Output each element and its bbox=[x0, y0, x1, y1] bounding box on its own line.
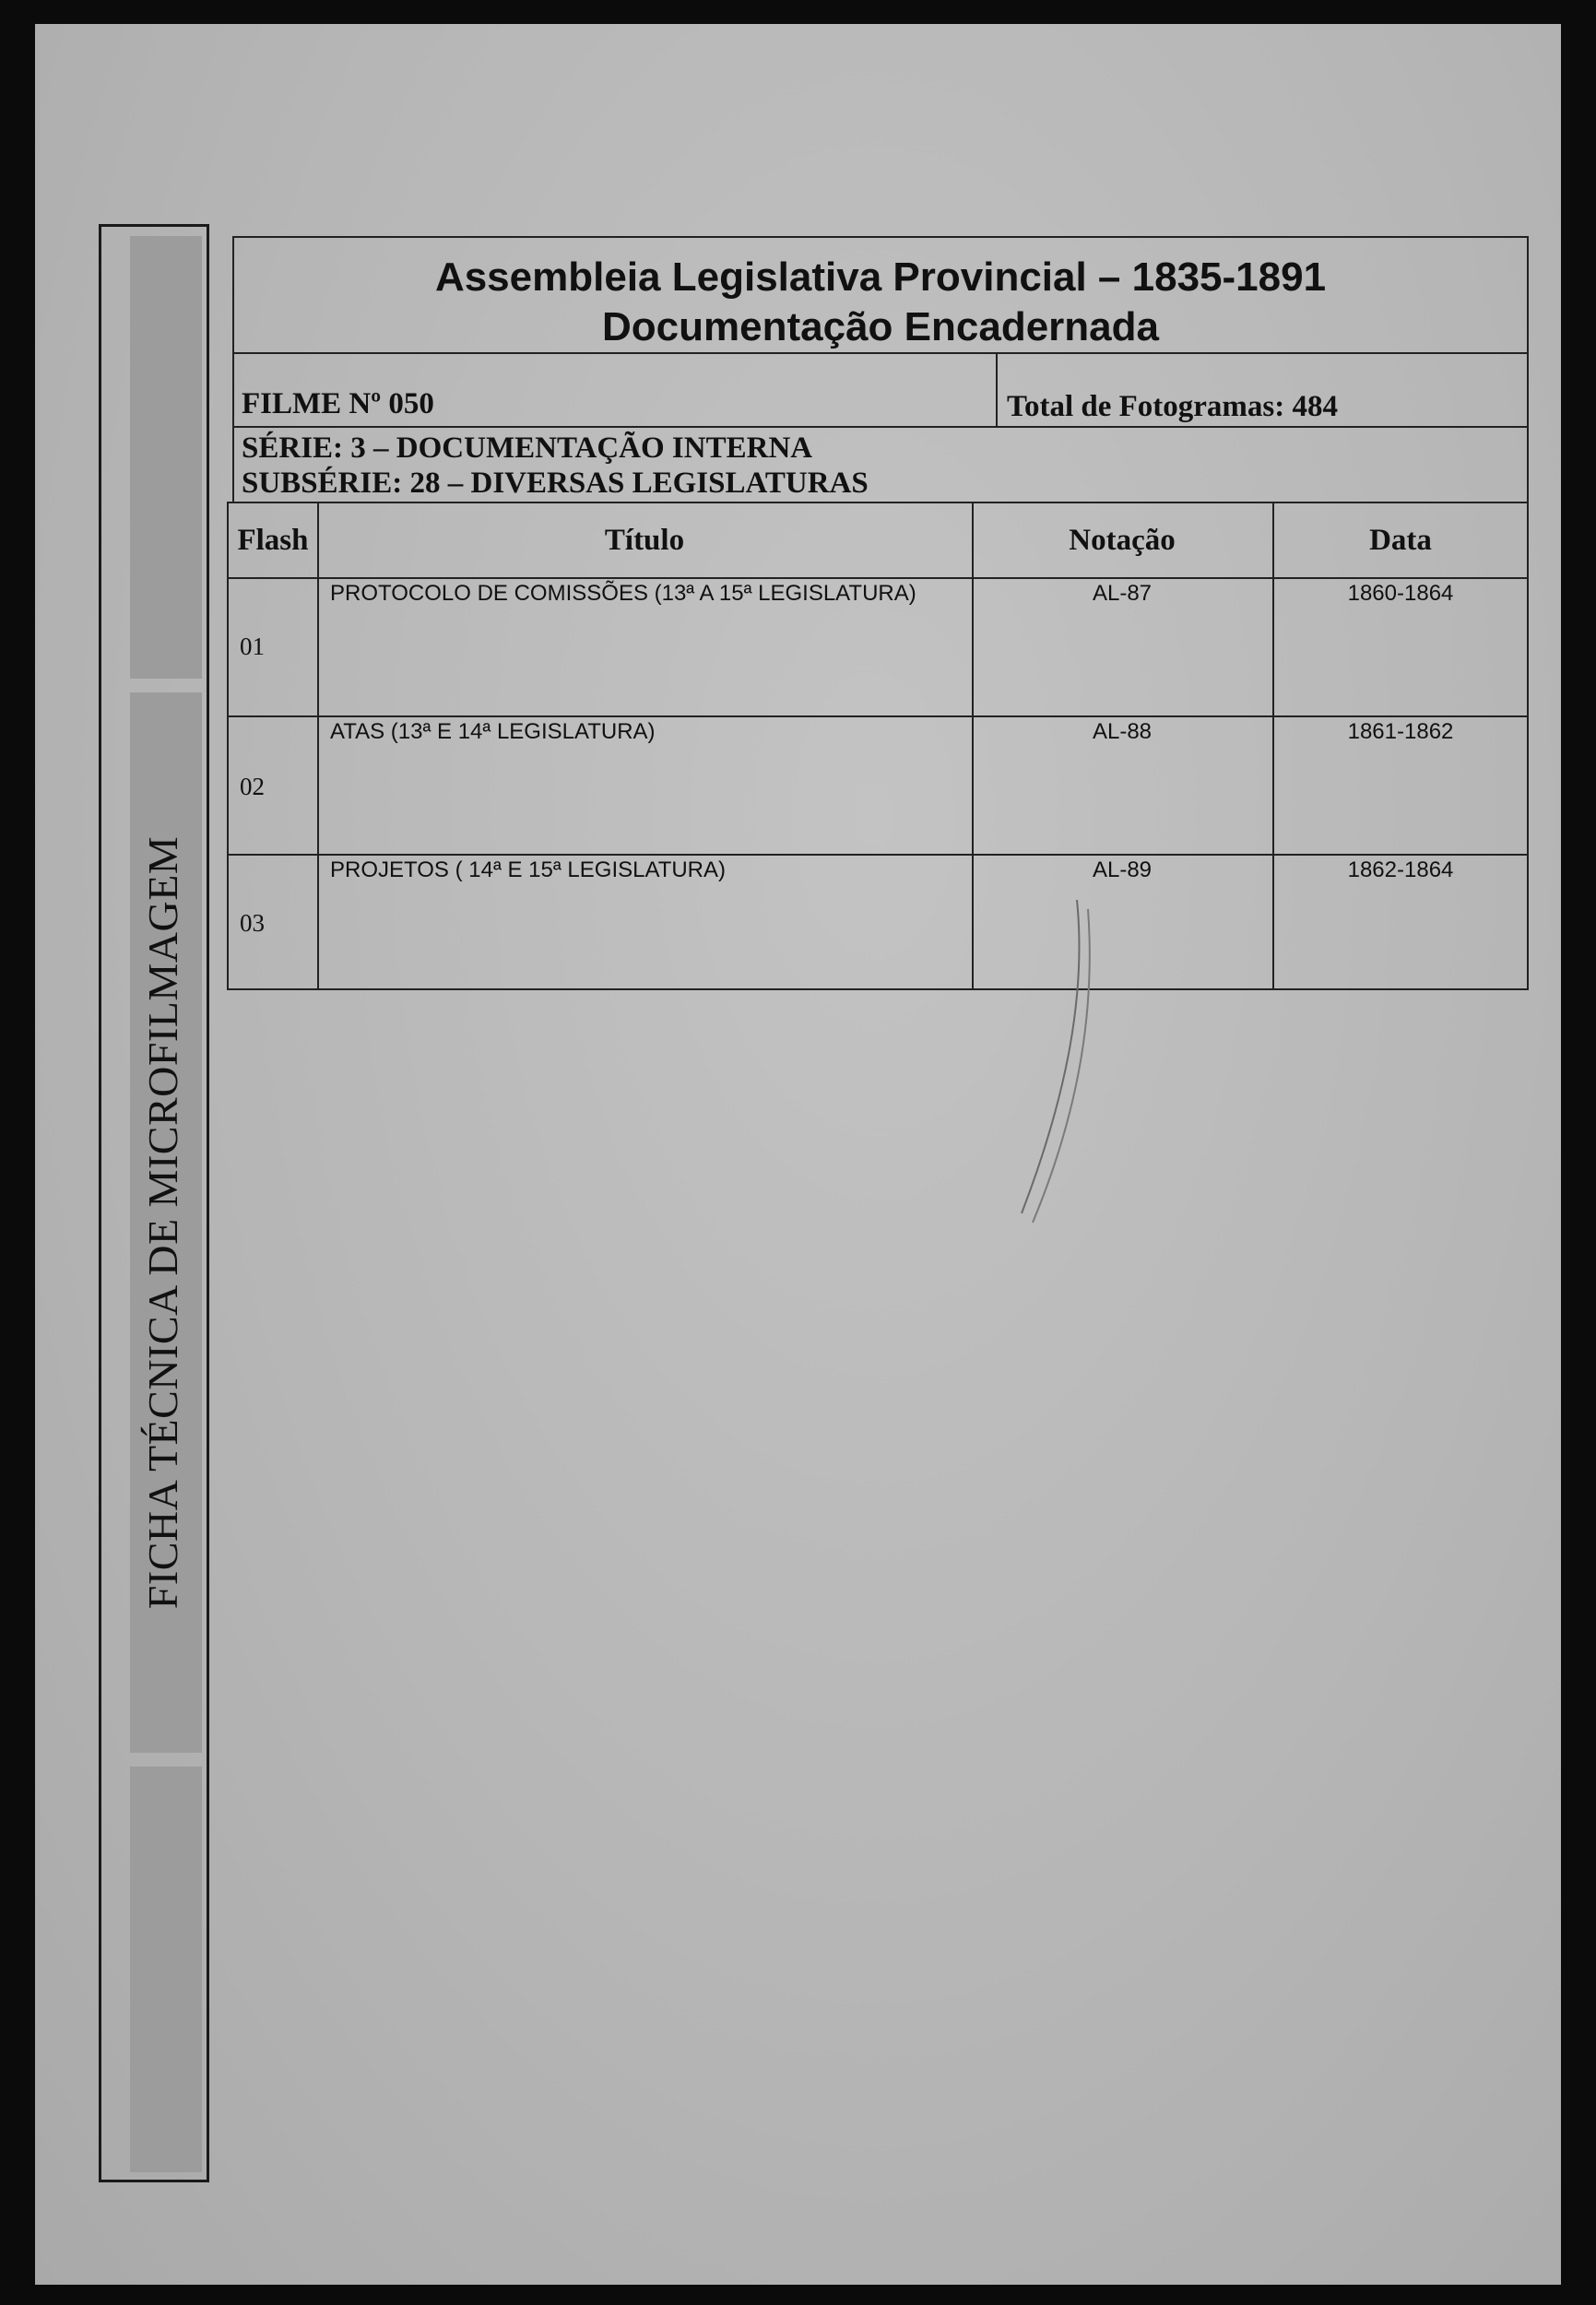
column-divider bbox=[1272, 503, 1274, 988]
header-box bbox=[232, 236, 1529, 503]
header-row-divider bbox=[229, 577, 1527, 579]
table-row-title: PROTOCOLO DE COMISSÕES (13ª A 15ª LEGISLATURA) bbox=[330, 581, 916, 606]
banner-band-top bbox=[130, 236, 202, 679]
table-row-flash: 02 bbox=[240, 773, 265, 800]
header-column-divider bbox=[996, 352, 998, 426]
contents-table bbox=[227, 502, 1529, 990]
table-row-title: ATAS (13ª E 14ª LEGISLATURA) bbox=[330, 719, 656, 744]
table-row-notation: AL-89 bbox=[1092, 857, 1153, 882]
table-row-date: 1862-1864 bbox=[1347, 857, 1454, 882]
column-header-date: Data bbox=[1369, 524, 1432, 557]
subseries-label: SUBSÉRIE: 28 – DIVERSAS LEGISLATURAS bbox=[242, 467, 869, 500]
column-divider bbox=[317, 503, 319, 988]
table-row-date: 1860-1864 bbox=[1347, 581, 1454, 606]
column-header-notation: Notação bbox=[1069, 524, 1176, 557]
banner-title: FICHA TÉCNICA DE MICROFILMAGEM bbox=[139, 835, 186, 1610]
table-row-flash: 03 bbox=[240, 909, 265, 937]
document-title: Assembleia Legislativa Provincial – 1835-1891 bbox=[434, 254, 1327, 300]
series-label: SÉRIE: 3 – DOCUMENTAÇÃO INTERNA bbox=[242, 431, 813, 465]
column-header-flash: Flash bbox=[237, 524, 309, 557]
header-divider bbox=[234, 352, 1527, 354]
total-frames: Total de Fotogramas: 484 bbox=[1007, 390, 1339, 423]
pen-stroke-mark bbox=[1003, 881, 1114, 1232]
table-row-notation: AL-88 bbox=[1092, 719, 1153, 744]
header-divider bbox=[234, 426, 1527, 428]
table-row-flash: 01 bbox=[240, 632, 265, 660]
table-row-notation: AL-87 bbox=[1092, 581, 1153, 606]
film-number: FILME Nº 050 bbox=[242, 387, 434, 420]
banner-band-bottom bbox=[130, 1767, 202, 2172]
table-row-date: 1861-1862 bbox=[1347, 719, 1454, 744]
row-divider bbox=[229, 854, 1527, 856]
column-header-title: Título bbox=[604, 524, 685, 557]
row-divider bbox=[229, 715, 1527, 717]
document-subtitle: Documentação Encadernada bbox=[602, 304, 1159, 349]
column-divider bbox=[972, 503, 974, 988]
microfilm-sheet bbox=[35, 24, 1561, 2285]
side-banner bbox=[99, 224, 209, 2182]
table-row-title: PROJETOS ( 14ª E 15ª LEGISLATURA) bbox=[330, 857, 727, 882]
